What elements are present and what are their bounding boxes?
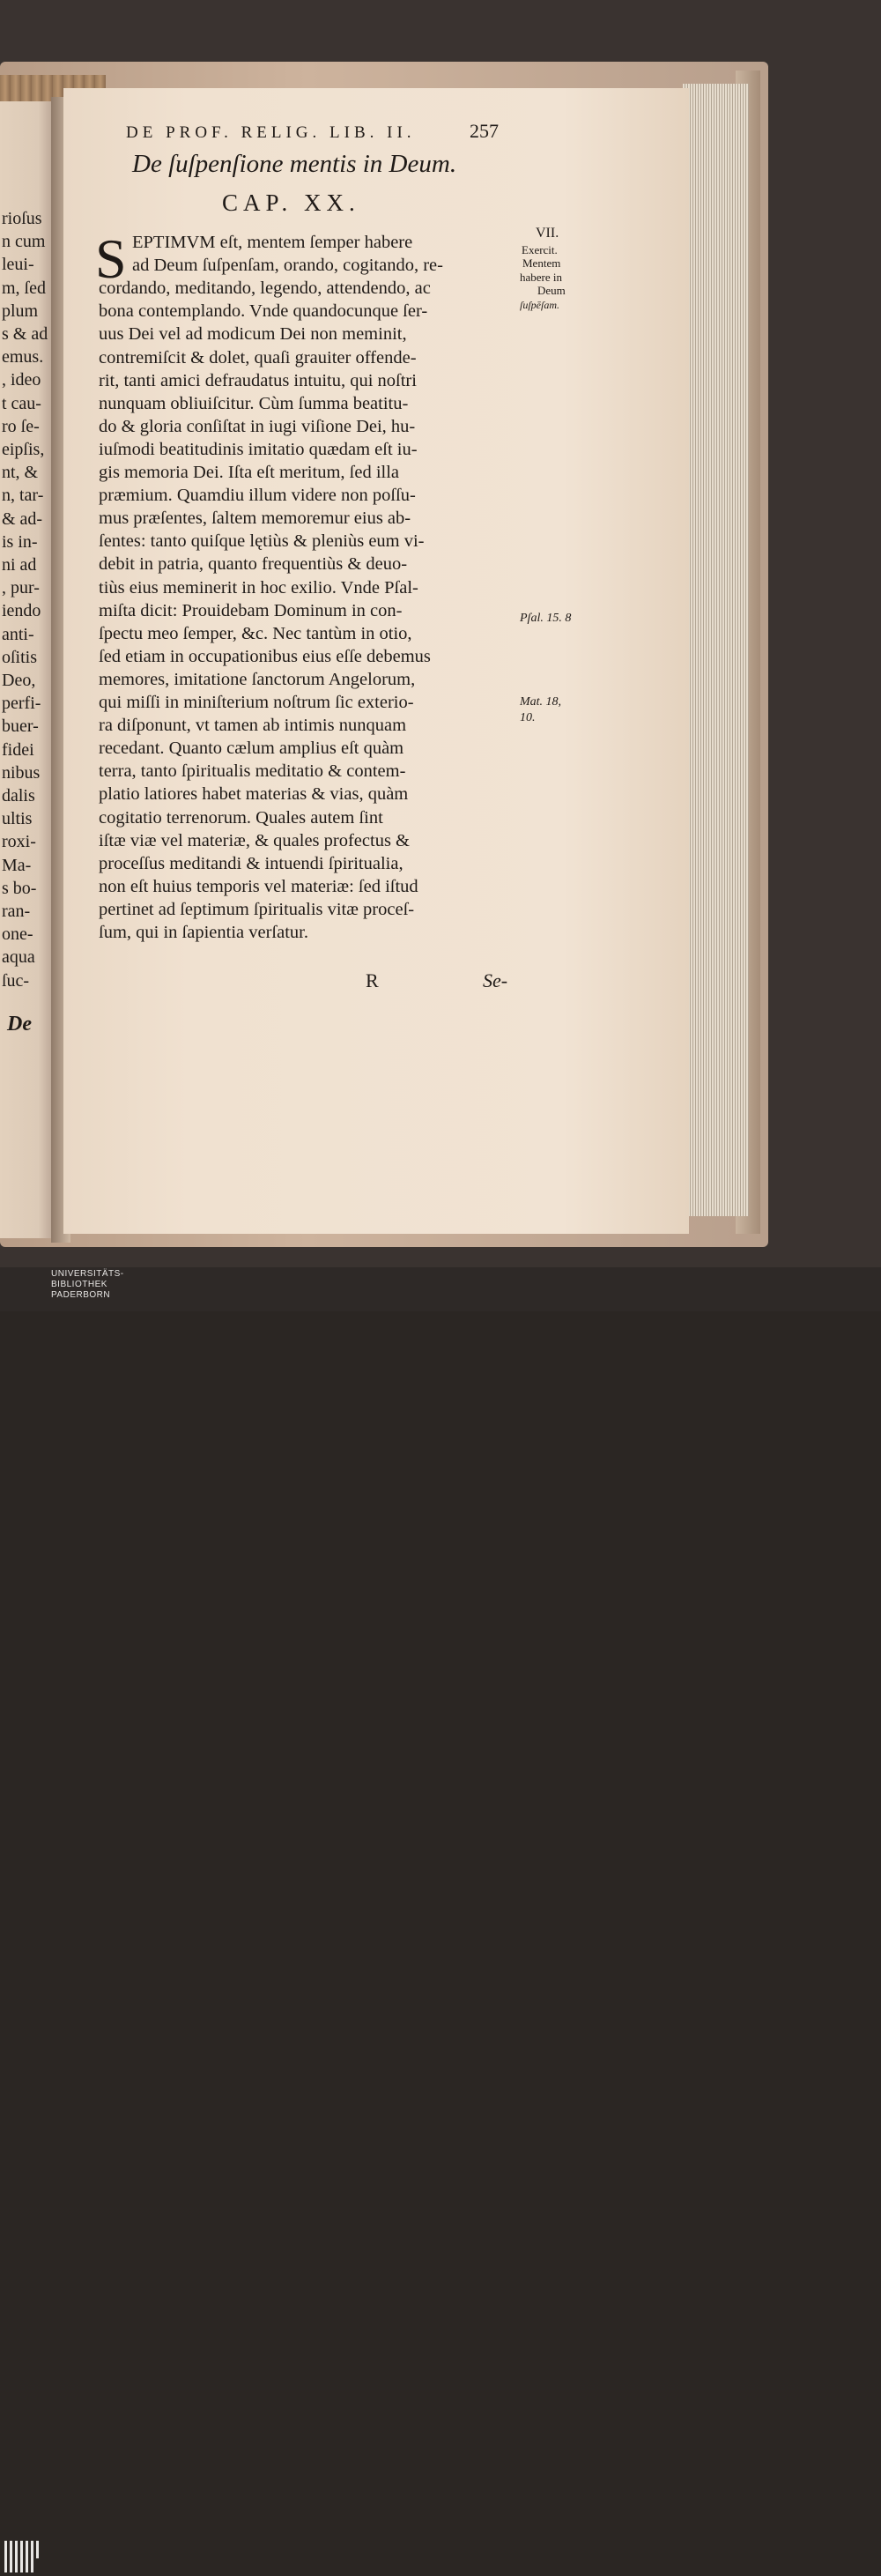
body-line: do & gloria conſiſtat in iugi viſione Dei, hu-	[99, 416, 416, 436]
margin-note-line: ſuſpēſam.	[520, 299, 559, 311]
left-page-line: aqua	[2, 947, 35, 968]
body-line: pertinet ad ſeptimum ſpiritualis vitæ proceſ-	[99, 899, 415, 919]
left-page-line: plum	[2, 301, 39, 321]
body-line: præmium. Quamdiu illum videre non poſſu-	[99, 486, 416, 506]
left-page-line: m, ſed	[2, 278, 46, 298]
left-page-line: fidei	[2, 739, 34, 760]
margin-note-line: Deum	[537, 284, 566, 297]
body-line: ſed etiam in occupationibus eius eſſe debemus	[99, 646, 431, 666]
margin-note-line: 10.	[520, 711, 536, 724]
left-page-line: ro ſe-	[2, 416, 40, 436]
left-page-line: oſitis	[2, 647, 38, 667]
left-page-line: emus.	[2, 347, 44, 367]
left-page-line: & ad-	[2, 509, 43, 529]
margin-note-line: Exercit.	[522, 243, 558, 256]
left-page-line: t cau-	[2, 393, 41, 413]
body-line: ſentes: tanto quiſque lętiùs & pleniùs eum vi-	[99, 531, 425, 552]
body-line: memores, imitatione ſanctorum Angelorum,	[99, 669, 416, 689]
left-page-line: Ma-	[2, 855, 32, 875]
left-page-line: leui-	[2, 255, 34, 275]
body-line: contremiſcit & dolet, quaſi grauiter offende-	[99, 347, 417, 367]
margin-note-line: Mat. 18,	[520, 695, 562, 709]
left-page-line: n, tar-	[2, 486, 44, 506]
left-page-line: , ideo	[2, 370, 41, 390]
left-page-line: s & ad	[2, 324, 48, 344]
margin-note-line: habere in	[520, 271, 563, 284]
catchword: Se-	[483, 969, 508, 991]
left-page-line: ni ad	[2, 555, 37, 575]
left-page-line: , pur-	[2, 578, 40, 598]
body-line: terra, tanto ſpiritualis meditatio & contem-	[99, 761, 406, 782]
left-page-line: rioſus	[2, 209, 42, 228]
body-line: non eſt huius temporis vel materiæ: ſed iſtud	[99, 876, 418, 896]
left-page-line: Deo,	[2, 671, 36, 690]
left-page-line: ran-	[2, 902, 31, 921]
library-footer	[0, 1267, 881, 1311]
left-page-line: is in-	[2, 531, 38, 552]
margin-note-line: Mentem	[522, 256, 561, 270]
body-line: EPTIMVM eſt, mentem ſemper habere	[132, 233, 413, 252]
body-line: cogitatio terrenorum. Quales autem ſint	[99, 807, 383, 828]
margin-note-psalm: Pſal. 15. 8	[520, 612, 572, 625]
body-line: recedant. Quanto cælum amplius eſt quàm	[99, 739, 404, 759]
left-page-line: perfi-	[2, 694, 41, 714]
left-page-line: s bo-	[2, 878, 37, 898]
book-scan	[0, 0, 881, 1267]
left-page-catchword: De	[7, 1013, 32, 1036]
body-line: ſum, qui in ſapientia verſatur.	[99, 923, 308, 942]
body-line: cordando, meditando, legendo, attendendo, ac	[99, 278, 431, 299]
signature-mark: R	[366, 969, 379, 991]
body-line: tiùs eius meminerit in hoc exilio. Vnde Pſal-	[99, 577, 418, 598]
left-page-line: dalis	[2, 786, 35, 805]
chapter-title: De ſuſpenſione mentis in Deum.	[132, 150, 457, 178]
running-header: DE PROF. RELIG. LIB. II.	[126, 123, 416, 142]
left-page-line: anti-	[2, 624, 34, 644]
margin-note-line: VII.	[536, 226, 559, 241]
body-line: miſta dicit: Prouidebam Dominum in con-	[99, 600, 403, 620]
library-name-line2: BIBLIOTHEK	[51, 1280, 107, 1289]
left-page-line: n cum	[2, 232, 46, 252]
body-line: rit, tanti amici defraudatus intuitu, qui noſtri	[99, 370, 417, 390]
body-line: ſpectu meo ſemper, &c. Nec tantùm in otio,	[99, 623, 412, 643]
drop-cap: S	[95, 227, 127, 290]
library-name-line3: PADERBORN	[51, 1290, 111, 1300]
university-library-logo-icon	[3, 2537, 45, 2576]
left-page-line: nibus	[2, 762, 41, 783]
body-line: bona contemplando. Vnde quandocunque ſer-	[99, 301, 428, 322]
left-page-line: ſuc-	[2, 970, 30, 991]
body-line: proceſſus meditandi & intuendi ſpiritualia,	[99, 853, 403, 873]
left-page-line: one-	[2, 924, 33, 945]
body-line: mus præſentes, ſaltem memoremur eius ab-	[99, 509, 411, 529]
page-number: 257	[470, 120, 499, 142]
left-page-line: eipſis,	[2, 440, 45, 459]
body-line: nunquam obliuiſcitur. Cùm ſumma beatitu-	[99, 393, 409, 413]
body-line: uus Dei vel ad modicum Dei non meminit,	[99, 324, 407, 345]
body-line: iuſmodi beatitudinis imitatio quædam eſt iu-	[99, 439, 418, 459]
left-page-line: nt, &	[2, 463, 39, 483]
body-line: ad Deum ſuſpenſam, orando, cogitando, re-	[132, 256, 443, 276]
body-line: ra diſponunt, vt tamen ab intimis nunquam	[99, 716, 407, 736]
body-line: qui miſſi in miniſterium noſtrum ſic exterio-	[99, 693, 414, 712]
body-line: gis memoria Dei. Iſta eſt meritum, ſed illa	[99, 463, 400, 482]
left-page-line: ultis	[2, 809, 33, 829]
library-name-line1: UNIVERSITÄTS-	[51, 1269, 124, 1279]
left-page-line: roxi-	[2, 832, 36, 852]
left-page-line: iendo	[2, 601, 41, 621]
chapter-number: CAP. XX.	[222, 189, 360, 216]
left-page-line: buer-	[2, 716, 39, 737]
body-line: iſtæ viæ vel materiæ, & quales profectus &	[99, 830, 410, 850]
body-line: debit in patria, quanto frequentiùs & deuo-	[99, 554, 408, 575]
body-line: platio latiores habet materias & vias, quàm	[99, 784, 409, 805]
page-fore-edge	[683, 84, 749, 1216]
